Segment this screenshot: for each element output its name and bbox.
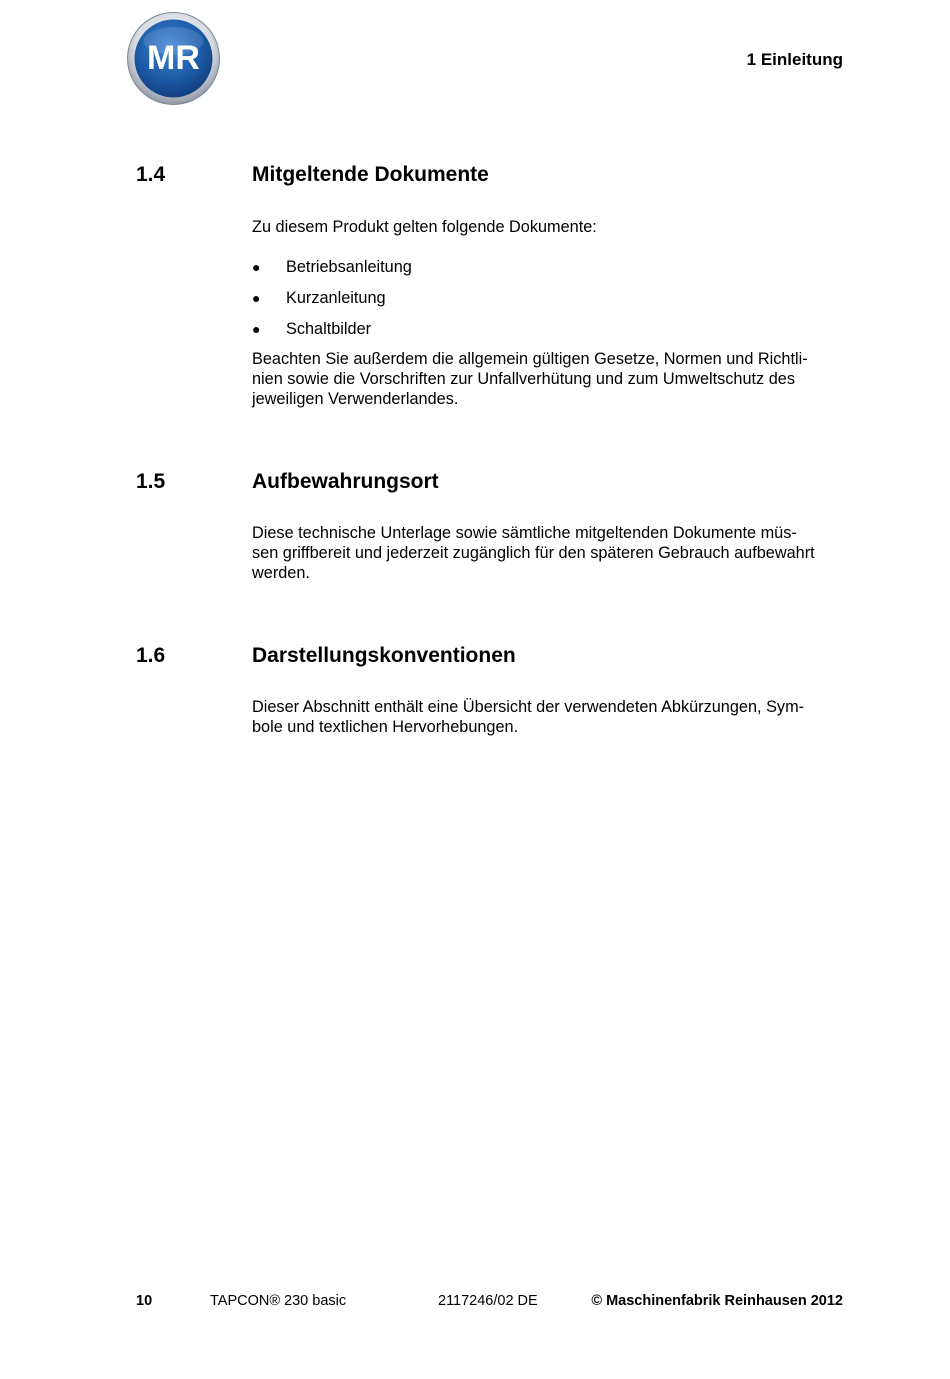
section-title: Aufbewahrungsort (252, 470, 439, 493)
section-title: Mitgeltende Dokumente (252, 163, 489, 186)
paragraph-line: werden. (252, 564, 310, 582)
list-item-label: Schaltbilder (286, 320, 372, 338)
chapter-title: 1 Einleitung (746, 50, 843, 69)
paragraph-line: bole und textlichen Hervorhebungen. (252, 718, 519, 736)
paragraph-line: Dieser Abschnitt enthält eine Übersicht der verwendeten Abkürzungen, Sym- (252, 698, 805, 716)
section-number: 1.6 (136, 644, 166, 667)
product-name: TAPCON® 230 basic (210, 1293, 347, 1309)
section-paragraph (252, 697, 847, 737)
paragraph-line: nien sowie die Vorschriften zur Unfallverhütung und zum Umweltschutz des (252, 370, 795, 388)
document-number: 2117246/02 DE (438, 1293, 538, 1309)
paragraph-line: sen griffbereit und jederzeit zugänglich für den späteren Gebrauch aufbewahrt (252, 544, 815, 562)
bullet-icon: ● (252, 321, 261, 337)
section-number: 1.5 (136, 470, 166, 493)
list-item-label: Kurzanleitung (286, 289, 386, 307)
bullet-icon: ● (252, 259, 261, 275)
section-title: Darstellungskonventionen (252, 644, 516, 667)
paragraph-line: Diese technische Unterlage sowie sämtliche mitgeltenden Dokumente müs- (252, 524, 797, 542)
paragraph-line: Beachten Sie außerdem die allgemein gültigen Gesetze, Normen und Richtli- (252, 350, 808, 368)
mr-logo (126, 11, 221, 106)
page-number: 10 (136, 1293, 153, 1309)
paragraph-line: jeweiligen Verwenderlandes. (252, 390, 459, 408)
section-number: 1.4 (136, 163, 166, 186)
copyright-notice: © Maschinenfabrik Reinhausen 2012 (591, 1293, 843, 1309)
section-intro: Zu diesem Produkt gelten folgende Dokumente: (252, 218, 597, 236)
section-paragraph (252, 349, 847, 409)
mr-logo-icon (126, 11, 221, 106)
list-item-label: Betriebsanleitung (286, 258, 412, 276)
logo-text: MR (147, 39, 200, 77)
section-paragraph (252, 523, 847, 583)
bullet-icon: ● (252, 290, 261, 306)
